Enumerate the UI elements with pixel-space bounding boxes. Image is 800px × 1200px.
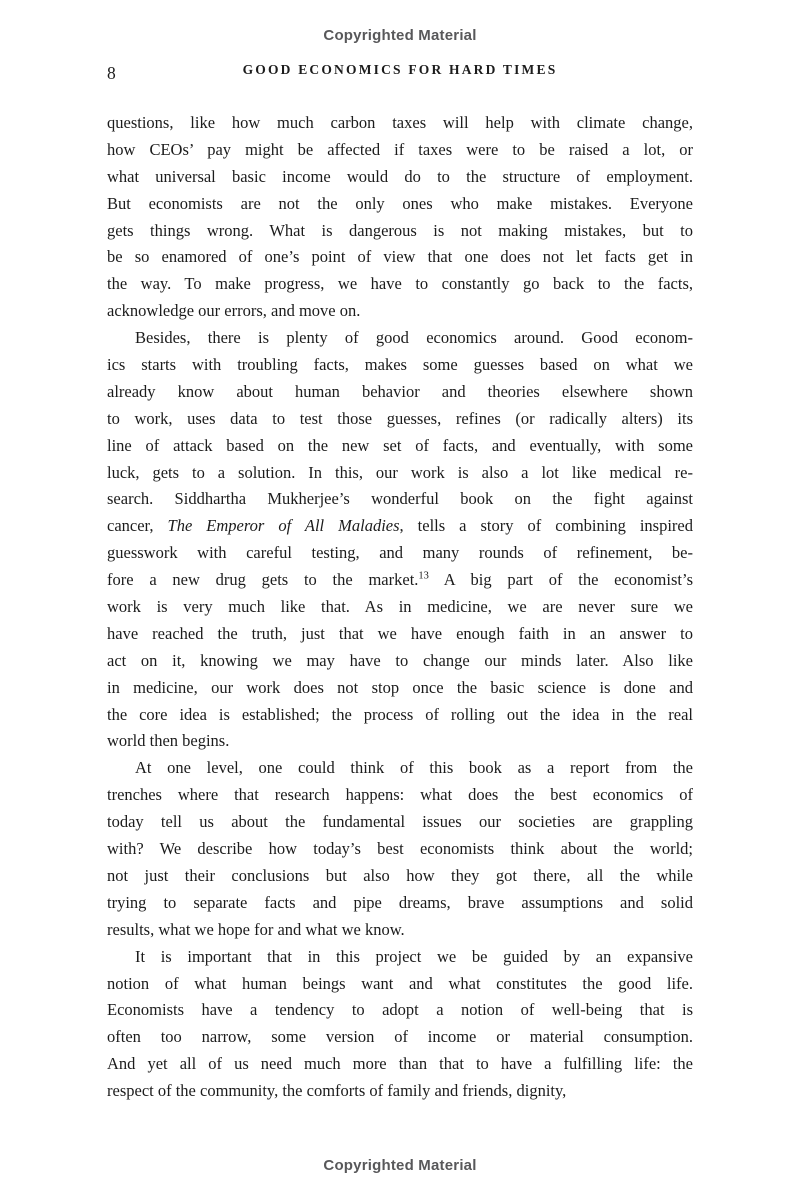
book-title-italic: The Emperor of All Maladies <box>167 516 400 536</box>
paragraph <box>107 944 693 1105</box>
text-line: search. Siddhartha Mukherjee’s wonderful book on the fight against <box>107 489 693 509</box>
text-line: how CEOs’ pay might be affected if taxes were to be raised a lot, or <box>107 139 693 159</box>
text-line: work is very much like that. As in medicine, we are never sure we <box>107 597 693 617</box>
text-line: questions, like how much carbon taxes will help with climate change, <box>107 113 693 132</box>
text-line: respect of the community, the comforts of family and friends, dignity, <box>107 1081 567 1101</box>
copyright-notice-bottom: Copyrighted Material <box>323 1157 477 1174</box>
page-header <box>107 62 693 84</box>
text-line: to work, uses data to test those guesses, refines (or radically alters) its <box>107 408 693 428</box>
text-line: But economists are not the only ones who make mistakes. Everyone <box>107 193 693 213</box>
text-line: what universal basic income would do to the structure of employment. <box>107 166 693 186</box>
text-line: acknowledge our errors, and move on. <box>107 301 361 321</box>
text-line: ics starts with troubling facts, makes some guesses based on what we <box>107 355 693 375</box>
text-line: It is important that in this project we be guided by an expansive <box>135 946 693 966</box>
paragraph <box>107 325 693 755</box>
text-line: not just their conclusions but also how they got there, all the while <box>107 865 693 885</box>
text-segment: A big part of the economist’s <box>428 570 693 590</box>
text-line: notion of what human beings want and what constitutes the good life. <box>107 973 693 993</box>
text-line: today tell us about the fundamental issues our societies are grappling <box>107 812 693 832</box>
text-line: already know about human behavior and theories elsewhere shown <box>107 381 693 401</box>
text-line: trying to separate facts and pipe dreams, brave assumptions and solid <box>107 892 693 912</box>
running-head: GOOD ECONOMICS FOR HARD TIMES <box>242 62 558 77</box>
page-number: 8 <box>107 63 116 83</box>
text-line: At one level, one could think of this book as a report from the <box>135 758 693 778</box>
text-line: the way. To make progress, we have to constantly go back to the facts, <box>107 274 693 294</box>
footnote-ref: 13 <box>418 570 429 582</box>
text-line: be so enamored of one’s point of view that one does not let facts get in <box>107 247 693 267</box>
text-line: with? We describe how today’s best economists think about the world; <box>107 839 693 859</box>
text-line: world then begins. <box>107 731 230 751</box>
text-line: results, what we hope for and what we know. <box>107 919 405 939</box>
body-text <box>107 110 693 1105</box>
text-line: trenches where that research happens: what does the best economics of <box>107 785 693 805</box>
text-line: act on it, knowing we may have to change our minds later. Also like <box>107 650 693 670</box>
text-segment: cancer, <box>107 516 168 536</box>
text-line: Economists have a tendency to adopt a notion of well-being that is <box>107 1000 693 1020</box>
copyright-notice-top: Copyrighted Material <box>323 27 477 44</box>
text-line: Besides, there is plenty of good economics around. Good econom- <box>135 328 693 348</box>
text-line: often too narrow, some version of income or material consumption. <box>107 1027 693 1047</box>
paragraph <box>107 755 693 943</box>
text-segment: fore a new drug gets to the market. <box>107 570 419 590</box>
text-line: guesswork with careful testing, and many rounds of refinement, be- <box>107 543 693 563</box>
paragraph <box>107 110 693 325</box>
text-line: in medicine, our work does not stop once the basic science is done and <box>107 677 693 697</box>
text-line <box>107 513 693 540</box>
text-line: gets things wrong. What is dangerous is not making mistakes, but to <box>107 220 693 240</box>
text-segment: , tells a story of combining inspired <box>399 516 693 536</box>
text-line: have reached the truth, just that we have enough faith in an answer to <box>107 623 693 643</box>
text-line: the core idea is established; the process of rolling out the idea in the real <box>107 704 693 724</box>
text-line: line of attack based on the new set of facts, and eventually, with some <box>107 435 693 455</box>
text-line: And yet all of us need much more than that to have a fulfilling life: the <box>107 1054 693 1074</box>
text-line <box>107 567 693 594</box>
text-line: luck, gets to a solution. In this, our work is also a lot like medical re- <box>107 462 693 482</box>
